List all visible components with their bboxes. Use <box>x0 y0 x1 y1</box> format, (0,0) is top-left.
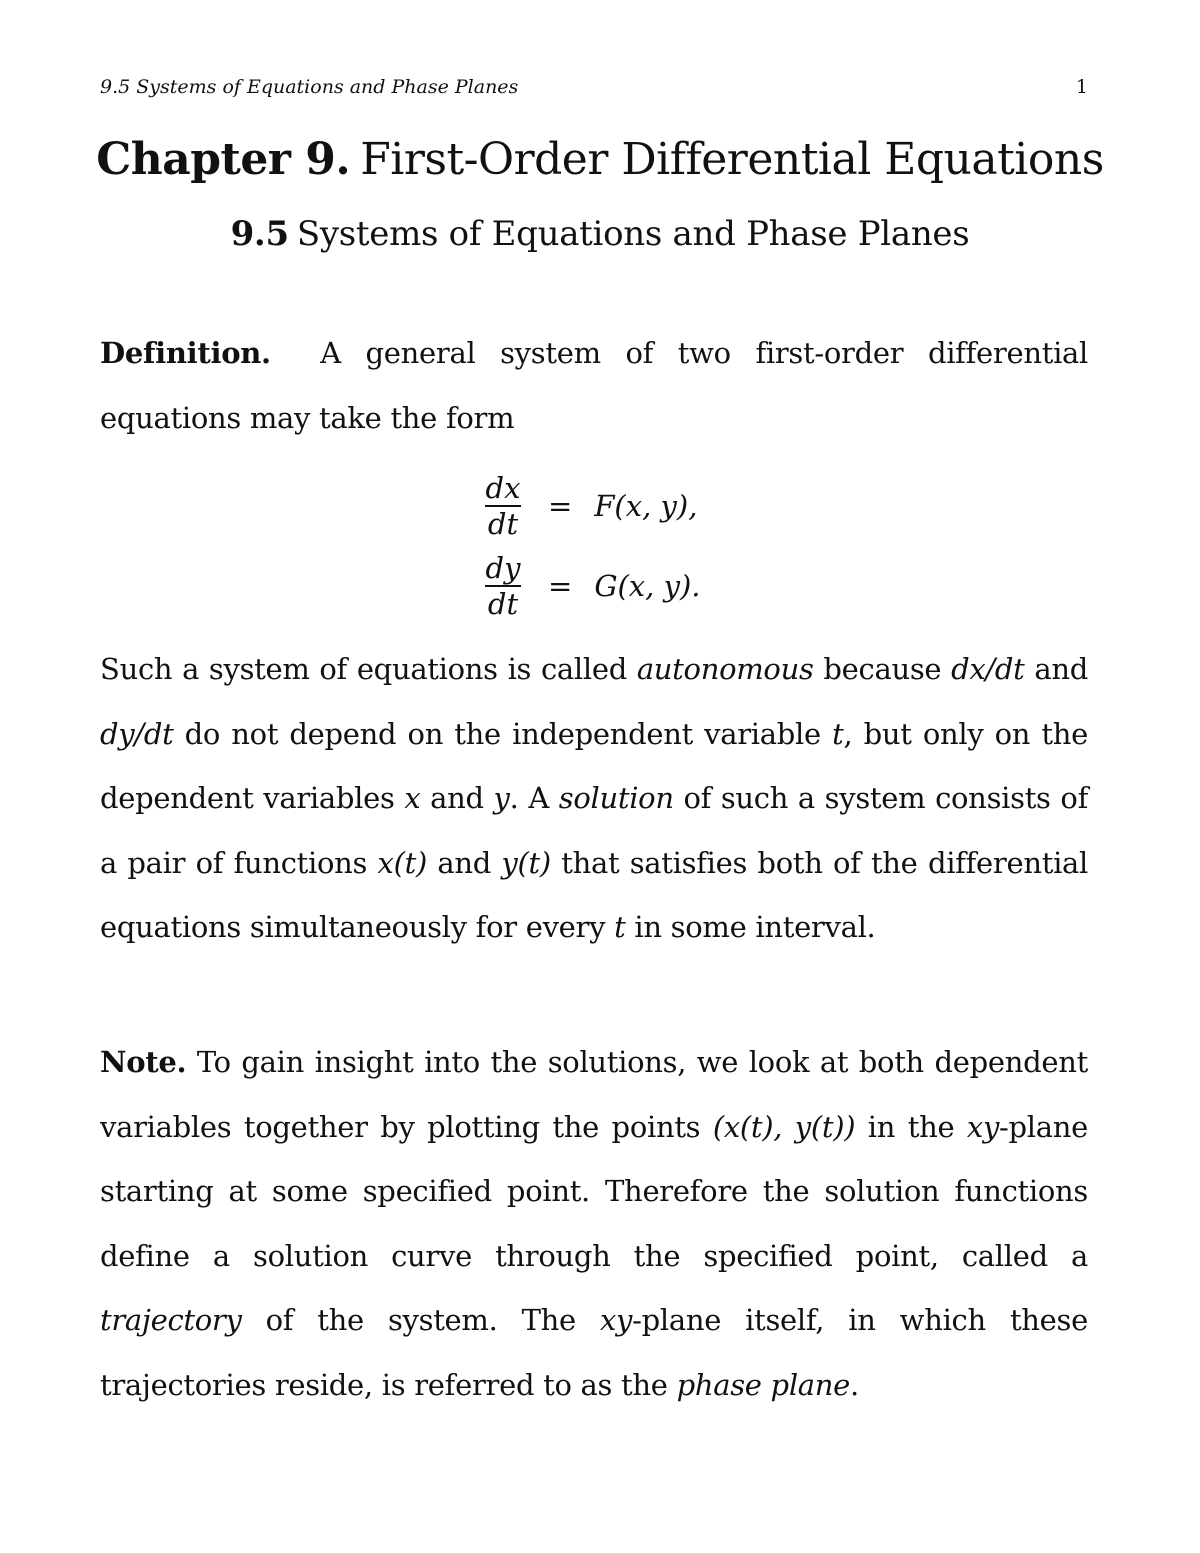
text-run: of such a system consists of a pair of functions <box>100 781 1089 880</box>
text-run: in some interval. <box>625 910 876 944</box>
fraction-dx-dt <box>480 471 526 541</box>
equation-rhs: G(x, y). <box>594 569 701 603</box>
text-run: in the <box>855 1109 967 1144</box>
text-run: of the system. The <box>241 1303 600 1337</box>
note-label: Note. <box>100 1045 187 1079</box>
chapter-title <box>0 134 1200 185</box>
equation-dx <box>480 466 701 546</box>
math-expression: (x(t), y(t)) <box>712 1109 856 1144</box>
equals-sign: = <box>548 569 573 603</box>
fraction-denominator: dt <box>485 505 521 541</box>
autonomous-paragraph <box>100 637 1088 960</box>
math-variable: t <box>832 716 844 751</box>
text-run: and <box>420 781 494 815</box>
text-run: . A <box>509 781 559 815</box>
equation-dy <box>480 546 701 626</box>
math-expression: x(t) <box>377 845 427 880</box>
emphasis-term: phase plane <box>676 1367 851 1402</box>
equation-system <box>480 466 701 626</box>
text-run: Such a system of equations is called <box>100 652 637 686</box>
chapter-name: First-Order Differential Equations <box>360 134 1104 185</box>
math-expression: dy/dt <box>100 716 174 751</box>
running-title: 9.5 Systems of Equations and Phase Planes <box>100 76 519 98</box>
text-run: To gain insight into the solutions, we look at both dependent variables together by plotting the points <box>100 1045 1088 1144</box>
emphasis-term: autonomous <box>636 652 814 686</box>
math-expression: xy <box>599 1303 633 1337</box>
fraction-denominator: dt <box>485 585 521 621</box>
definition-paragraph <box>100 321 1088 450</box>
section-name: Systems of Equations and Phase Planes <box>296 214 970 254</box>
math-expression: xy <box>966 1109 1000 1144</box>
text-run: do not depend on the independent variable <box>173 716 833 751</box>
text-run: because <box>813 652 952 686</box>
chapter-label: Chapter 9. <box>96 134 351 185</box>
text-run: and <box>426 845 502 880</box>
emphasis-term: trajectory <box>100 1303 242 1337</box>
text-run: and <box>1024 652 1088 686</box>
equation-rhs: F(x, y), <box>594 489 698 523</box>
note-paragraph <box>100 1030 1088 1417</box>
text-run: -plane itself, in which these trajectories reside, is referred to as the <box>100 1303 1088 1402</box>
definition-text: A general system of two first-order differential equations may take the form <box>100 336 1089 435</box>
definition-label: Definition. <box>100 336 271 370</box>
section-title <box>0 214 1200 254</box>
text-run: , but only on the dependent variables <box>100 716 1088 815</box>
math-variable: x <box>404 781 421 815</box>
running-header <box>100 76 1088 98</box>
text-run: that satisfies both of the differential equations simultaneously for every <box>100 845 1089 944</box>
equals-sign: = <box>548 489 573 523</box>
math-expression: y(t) <box>501 845 551 880</box>
math-expression: dx/dt <box>951 652 1025 686</box>
emphasis-term: solution <box>558 781 674 815</box>
fraction-numerator: dx <box>485 471 521 505</box>
fraction-dy-dt <box>480 551 526 621</box>
fraction-numerator: dy <box>485 551 521 585</box>
math-variable: t <box>614 910 626 944</box>
page-number: 1 <box>1075 76 1088 98</box>
text-run: -plane starting at some specified point. Therefore the solution functions define a solution curve through the specified point, called a <box>100 1109 1088 1273</box>
text-run: . <box>850 1367 859 1402</box>
math-variable: y <box>493 781 510 815</box>
section-number: 9.5 <box>230 214 289 254</box>
